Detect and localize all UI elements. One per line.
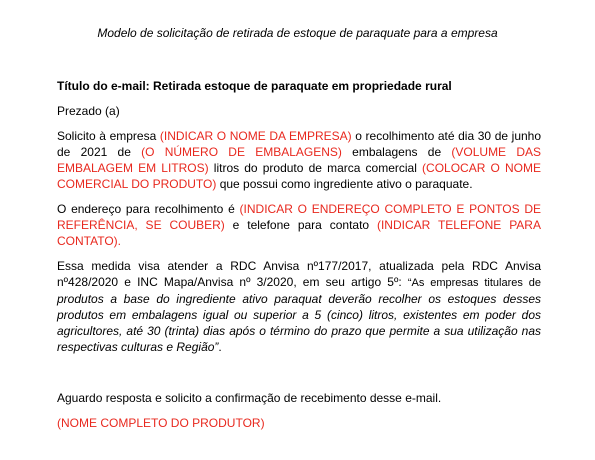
regulation-text-end: . xyxy=(218,340,222,354)
address-text-2: e telefone para contato xyxy=(224,218,377,232)
email-subject: Título do e-mail: Retirada estoque de paraquate em propriedade rural xyxy=(57,79,452,93)
placeholder-producer-name: (NOME COMPLETO DO PRODUTOR) xyxy=(57,416,265,430)
regulation-quote: produtos a base do ingrediente ativo paraquat deverão recolher os estoques desses produtos em embalagens igual ou superior a 5 (cinco) litros, existentes em poder dos agricultores, até 30 (trinta) dias após o término do prazo que permite a sua utilização nas respectivas culturas e Região” xyxy=(57,292,541,354)
placeholder-address: (INDICAR O ENDEREÇO COMPLETO E PONTOS DE REFERÊNCIA, SE COUBER) xyxy=(57,202,542,232)
request-text-5: que possui como ingrediente ativo o paraquate. xyxy=(216,177,473,191)
placeholder-phone: (INDICAR TELEFONE PARA CONTATO). xyxy=(57,218,541,248)
closing-line: Aguardo resposta e solicito a confirmação de recebimento desse e-mail. xyxy=(57,391,442,405)
spacer xyxy=(57,364,541,390)
request-text-4: litros do produto de marca comercial xyxy=(208,161,423,175)
address-paragraph xyxy=(57,201,541,249)
placeholder-package-count: (O NÚMERO DE EMBALAGENS) xyxy=(141,145,342,159)
request-text-2: o recolhimento até dia 30 de junho de 2021 de xyxy=(57,129,542,159)
request-text-1: Solicito à empresa xyxy=(57,129,160,143)
placeholder-package-volume: (VOLUME DAS EMBALAGEM EM LITROS) xyxy=(57,145,541,175)
placeholder-company-name: (INDICAR O NOME DA EMPRESA) xyxy=(159,129,352,143)
regulation-paragraph xyxy=(57,258,541,355)
regulation-quote-start: “As empresas titulares de xyxy=(407,277,541,289)
placeholder-product-name: (COLOCAR O NOME COMERCIAL DO PRODUTO) xyxy=(57,161,541,191)
email-body xyxy=(57,78,541,431)
request-paragraph xyxy=(57,128,541,192)
request-text-3: embalagens de xyxy=(341,145,452,159)
document-header: Modelo de solicitação de retirada de estoque de paraquate para a empresa xyxy=(97,26,498,40)
address-text-1: O endereço para recolhimento é xyxy=(57,202,240,216)
regulation-text: Essa medida visa atender a RDC Anvisa nº177/2017, atualizada pela RDC Anvisa nº428/2020 e INC Mapa/Anvisa nº 3/2020, em seu artigo 5º: xyxy=(57,259,541,289)
email-greeting: Prezado (a) xyxy=(57,104,120,118)
